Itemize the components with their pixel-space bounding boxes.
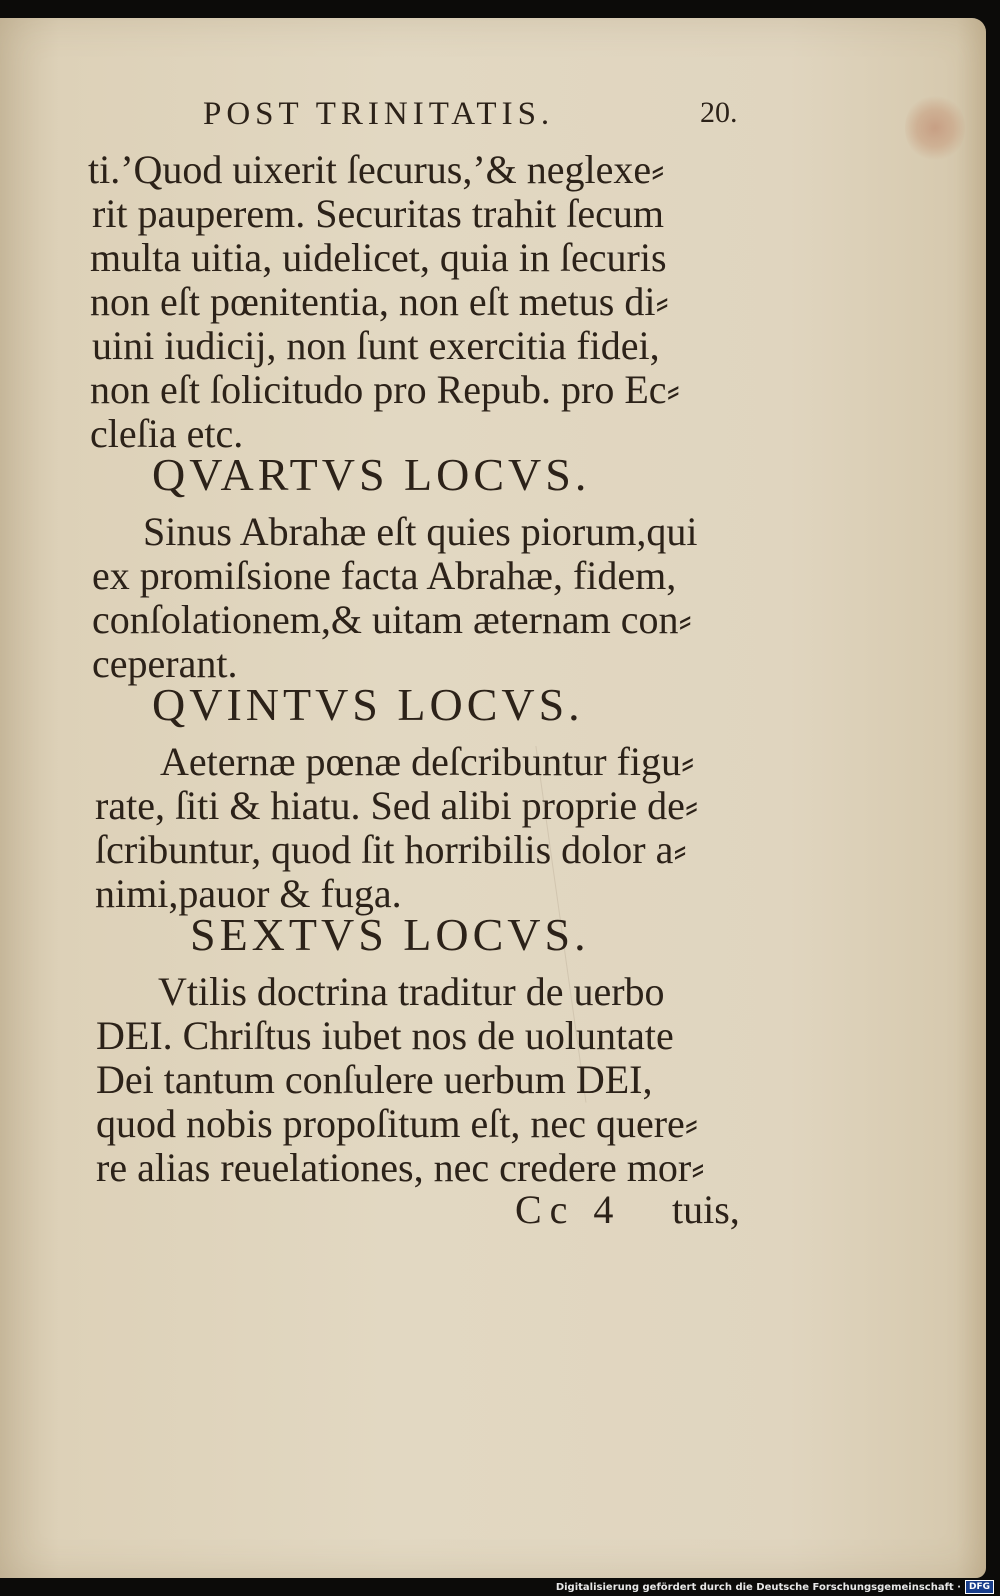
- text-line: non eſt ſolicitudo pro Repub. pro Ec⸗: [90, 367, 680, 412]
- paper-stain: [905, 93, 965, 163]
- text-line: ti.’Quod uixerit ſecurus,’& neglexe⸗: [88, 147, 665, 192]
- dfg-logo: DFG: [965, 1580, 994, 1594]
- text-line: cleſia etc.: [90, 411, 244, 456]
- section-line: ex promiſsione facta Abrahæ, fidem,: [92, 553, 677, 598]
- footer-credit: Digitalisierung gefördert durch die Deutsche Forschungsgemeinschaft ·: [555, 1581, 961, 1593]
- section-line: conſolationem,& uitam æternam con⸗: [92, 597, 692, 642]
- catchword: tuis,: [672, 1187, 740, 1232]
- running-title: POST TRINITATIS.: [203, 96, 555, 132]
- section-line: Dei tantum conſulere uerbum DEI,: [96, 1057, 653, 1102]
- section-line: DEI. Chriſtus iubet nos de uoluntate: [96, 1013, 674, 1058]
- section-heading-quartus: QVARTVS LOCVS.: [152, 449, 591, 500]
- section-line: ſcribuntur, quod ſit horribilis dolor a⸗: [95, 827, 687, 872]
- text-line: non eſt pœnitentia, non eſt metus di⸗: [90, 279, 669, 324]
- section-line: ceperant.: [92, 641, 238, 686]
- section-line: nimi,pauor & fuga.: [95, 871, 402, 916]
- signature-mark: Cc 4: [515, 1187, 622, 1232]
- text-line: multa uitia, uidelicet, quia in ſecuris: [90, 235, 667, 280]
- section-line: quod nobis propoſitum eſt, nec quere⸗: [96, 1101, 699, 1146]
- section-line: Vtilis doctrina traditur de uerbo: [158, 969, 665, 1014]
- text-line: uini iudicij, non ſunt exercitia fidei,: [92, 323, 660, 368]
- section-heading-quintus: QVINTVS LOCVS.: [152, 679, 584, 730]
- section-line: Aeternæ pœnæ deſcribuntur figu⸗: [160, 739, 695, 784]
- footer-bar: [556, 1578, 994, 1596]
- page-number: 20.: [700, 96, 738, 129]
- text-line: rit pauperem. Securitas trahit ſecum: [92, 191, 665, 236]
- book-page: [0, 18, 986, 1578]
- section-line: re alias reuelationes, nec credere mor⸗: [96, 1145, 705, 1190]
- section-line: Sinus Abrahæ eſt quies piorum,qui: [143, 509, 698, 554]
- section-line: rate, ſiti & hiatu. Sed alibi proprie de⸗: [95, 783, 699, 828]
- section-heading-sextus: SEXTVS LOCVS.: [190, 909, 590, 960]
